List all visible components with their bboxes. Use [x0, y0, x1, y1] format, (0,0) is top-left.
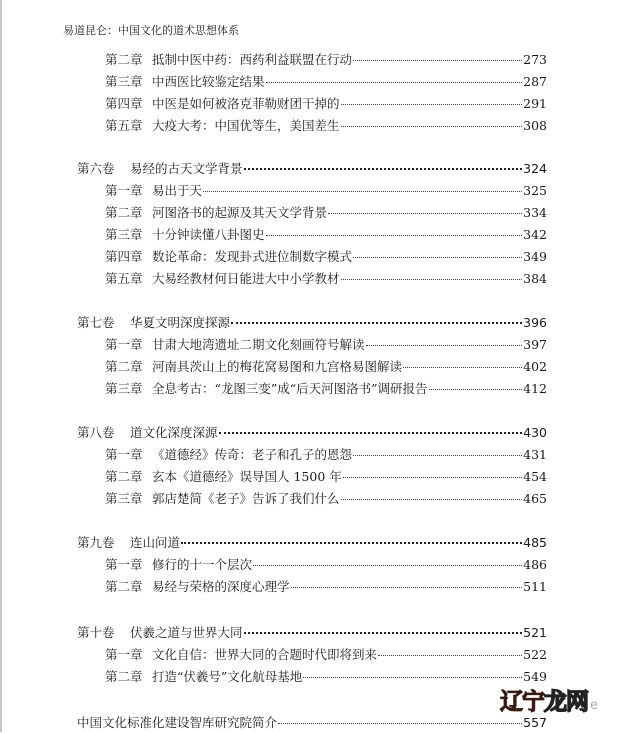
- dot-leader: [328, 213, 522, 214]
- toc-page-number: 465: [523, 491, 547, 506]
- toc-chapter-entry[interactable]: [105, 577, 547, 597]
- dot-leader: [366, 345, 523, 346]
- toc-page-number: 396: [523, 315, 547, 330]
- dot-leader: [341, 499, 523, 500]
- toc-entry-label: 第七卷: [77, 315, 115, 330]
- toc-page-number: 349: [523, 249, 547, 264]
- dot-leader: [341, 126, 523, 127]
- toc-entry-title: 打造“伏羲号”文化航母基地: [152, 669, 303, 684]
- toc-entry-title: 伏羲之道与世界大同: [130, 625, 243, 640]
- toc-entry-title: 道文化深度深源: [130, 425, 218, 440]
- dot-leader: [353, 60, 522, 61]
- toc-entry-title: 大易经教材何日能进大中小学教材: [152, 271, 340, 286]
- toc-entry-title: 甘肃大地湾遗址二期文化刻画符号解读: [152, 337, 365, 352]
- site-watermark-logo: [500, 683, 597, 716]
- toc-entry-label: 第十卷: [77, 625, 115, 640]
- toc-chapter-entry[interactable]: [105, 645, 547, 665]
- toc-entry-title: 十分钟读懂八卦图史: [152, 227, 265, 242]
- toc-volume-entry[interactable]: [77, 623, 547, 643]
- dot-leader: [341, 279, 523, 280]
- page-left-border: [0, 0, 2, 732]
- dot-leader: [341, 104, 523, 105]
- toc-entry-title: 华夏文明深度探源: [130, 315, 231, 330]
- toc-page-number: 334: [523, 205, 547, 220]
- toc-page-number: 549: [523, 669, 547, 684]
- toc-entry-title: 全息考古：“龙图三变”成“后天河图洛书”调研报告: [152, 381, 428, 396]
- dot-leader: [278, 723, 522, 724]
- toc-entry-title: 易经的古天文学背景: [130, 161, 243, 176]
- dot-leader: [219, 432, 523, 434]
- toc-entry-title: 易出于天: [152, 183, 203, 198]
- dot-leader: [253, 565, 522, 566]
- toc-entry-title: 河南具茨山上的梅花窝易图和九宫格易图解读: [152, 359, 403, 374]
- running-header: 易道昆仑：中国文化的道术思想体系: [63, 24, 239, 37]
- toc-entry-label: 第二章: [105, 469, 143, 484]
- toc-page-number: 486: [523, 557, 547, 572]
- toc-entry-label: 第九卷: [77, 535, 115, 550]
- watermark-tail: e: [590, 698, 597, 713]
- toc-page-number: 397: [523, 337, 547, 352]
- toc-entry-title: 文化自信：世界大同的合题时代即将到来: [152, 647, 378, 662]
- toc-entry-title: 中国文化标准化建设智库研究院简介: [77, 715, 278, 730]
- toc-page-number: 521: [523, 625, 547, 640]
- toc-page-number: 557: [523, 715, 547, 730]
- dot-leader: [403, 367, 522, 368]
- toc-page-number: 325: [523, 183, 547, 198]
- toc-chapter-entry[interactable]: [105, 667, 547, 687]
- toc-page-number: 454: [523, 469, 547, 484]
- toc-entry-title: 大疫大考：中国优等生，美国差生: [152, 118, 340, 133]
- toc-entry-title: 连山问道: [130, 535, 181, 550]
- toc-appendix-entry[interactable]: [77, 713, 547, 733]
- toc-entry-label: 第八卷: [77, 425, 115, 440]
- toc-entry-title: 中医是如何被洛克菲勒财团干掉的: [152, 96, 340, 111]
- toc-chapter-entry[interactable]: [105, 269, 547, 289]
- toc-page-number: 308: [523, 118, 547, 133]
- toc-entry-label: 第一章: [105, 647, 143, 662]
- toc-entry-title: 玄本《道德经》误导国人 1500 年: [152, 469, 342, 484]
- dot-leader: [343, 477, 522, 478]
- dot-leader: [429, 389, 523, 390]
- watermark-part2: 龙网: [544, 689, 588, 715]
- toc-entry-label: 第一章: [105, 337, 143, 352]
- toc-page-number: 287: [523, 74, 547, 89]
- toc-volume-entry[interactable]: [77, 159, 547, 179]
- toc-entry-label: 第二章: [105, 359, 143, 374]
- toc-entry-title: 河图洛书的起源及其天文学背景: [152, 205, 328, 220]
- toc-chapter-entry[interactable]: [105, 116, 547, 136]
- watermark-part1: 辽宁: [500, 689, 544, 715]
- toc-entry-title: 抵制中医中药：西药利益联盟在行动: [152, 52, 353, 67]
- toc-entry-label: 第一章: [105, 183, 143, 198]
- toc-page-number: 291: [523, 96, 547, 111]
- toc-volume-entry[interactable]: [77, 313, 547, 333]
- dot-leader: [244, 168, 523, 170]
- toc-page-number: 324: [523, 161, 547, 176]
- toc-entry-label: 第二章: [105, 52, 143, 67]
- toc-page-number: 412: [523, 381, 547, 396]
- toc-chapter-entry[interactable]: [105, 379, 547, 399]
- toc-entry-label: 第三章: [105, 381, 143, 396]
- toc-entry-label: 第三章: [105, 74, 143, 89]
- toc-chapter-entry[interactable]: [105, 72, 547, 92]
- toc-chapter-entry[interactable]: [105, 247, 547, 267]
- toc-entry-label: 第三章: [105, 227, 143, 242]
- toc-chapter-entry[interactable]: [105, 357, 547, 377]
- toc-chapter-entry[interactable]: [105, 94, 547, 114]
- toc-entry-title: 修行的十一个层次: [152, 557, 253, 572]
- toc-volume-entry[interactable]: [77, 533, 547, 553]
- toc-entry-label: 第五章: [105, 118, 143, 133]
- toc-entry-label: 第二章: [105, 579, 143, 594]
- dot-leader: [291, 587, 523, 588]
- toc-chapter-entry[interactable]: [105, 555, 547, 575]
- toc-chapter-entry[interactable]: [105, 335, 547, 355]
- dot-leader: [244, 632, 523, 634]
- toc-chapter-entry[interactable]: [105, 203, 547, 223]
- toc-page-number: 511: [523, 579, 547, 594]
- toc-entry-label: 第六卷: [77, 161, 115, 176]
- toc-page-number: 522: [523, 647, 547, 662]
- toc-page-number: 431: [523, 447, 547, 462]
- toc-entry-label: 第二章: [105, 669, 143, 684]
- dot-leader: [181, 542, 522, 544]
- toc-entry-title: 中西医比较鉴定结果: [152, 74, 265, 89]
- toc-entry-title: 易经与荣格的深度心理学: [152, 579, 290, 594]
- toc-entry-label: 第一章: [105, 557, 143, 572]
- dot-leader: [266, 235, 523, 236]
- toc-chapter-entry[interactable]: [105, 181, 547, 201]
- toc-page-number: 430: [523, 425, 547, 440]
- dot-leader: [378, 655, 522, 656]
- toc-chapter-entry[interactable]: [105, 467, 547, 487]
- toc-entry-label: 第四章: [105, 249, 143, 264]
- toc-entry-title: 郭店楚简《老子》告诉了我们什么: [152, 491, 340, 506]
- toc-chapter-entry[interactable]: [105, 50, 547, 70]
- toc-page-number: 485: [523, 535, 547, 550]
- dot-leader: [231, 322, 522, 324]
- toc-page-number: 402: [523, 359, 547, 374]
- toc-entry-label: 第二章: [105, 205, 143, 220]
- toc-page-number: 273: [523, 52, 547, 67]
- toc-page-number: 384: [523, 271, 547, 286]
- toc-entry-title: 数论革命：发现卦式进位制数字模式: [152, 249, 353, 264]
- toc-entry-label: 第四章: [105, 96, 143, 111]
- toc-entry-label: 第一章: [105, 447, 143, 462]
- dot-leader: [266, 82, 523, 83]
- toc-chapter-entry[interactable]: [105, 225, 547, 245]
- dot-leader: [353, 257, 522, 258]
- dot-leader: [353, 455, 522, 456]
- toc-chapter-entry[interactable]: [105, 489, 547, 509]
- toc-entry-title: 《道德经》传奇：老子和孔子的恩怨: [152, 447, 353, 462]
- dot-leader: [203, 191, 522, 192]
- dot-leader: [303, 677, 522, 678]
- toc-chapter-entry[interactable]: [105, 445, 547, 465]
- toc-page-number: 342: [523, 227, 547, 242]
- toc-entry-label: 第三章: [105, 491, 143, 506]
- toc-volume-entry[interactable]: [77, 423, 547, 443]
- toc-entry-label: 第五章: [105, 271, 143, 286]
